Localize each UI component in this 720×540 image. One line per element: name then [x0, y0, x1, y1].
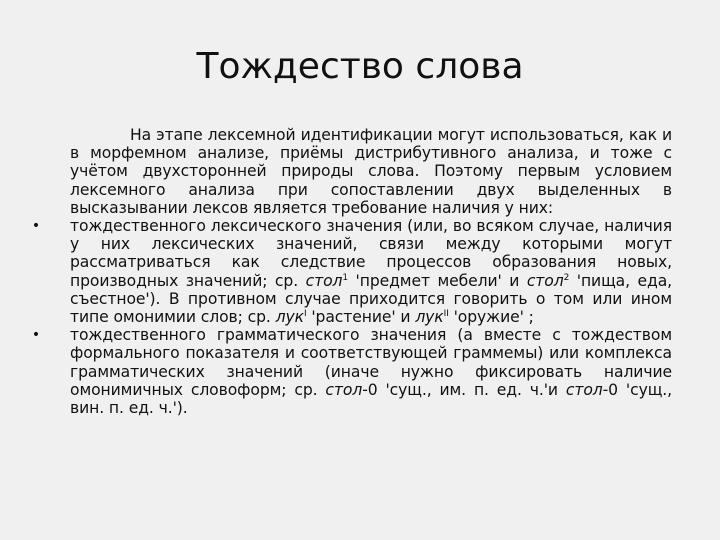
intro-term: дистрибутивного анализа [354, 144, 574, 163]
bullet-marker: • [31, 218, 41, 235]
bullet-grammatical [31, 326, 672, 418]
bullet-text: 'растение' и [306, 308, 416, 327]
bullet-marker: • [31, 327, 41, 344]
bullet-text: тождественного грамматического значения (а вместе с тождеством формального показателя и соответствующей граммемы) или комплекса грамматических значений (иначе нужно фиксировать наличие омонимичных словоформ; ср. [70, 326, 672, 399]
example-word: стол [565, 380, 603, 399]
intro-text-c: , и тоже с учётом двухсторонней природы слова. Поэтому первым условием лексемного анализа при сопоставлении двух выделенных в высказывании лексов является требование наличия у них: [70, 144, 672, 217]
bullet-text: 'оружие' ; [448, 308, 534, 327]
example-index: 2 [563, 272, 570, 283]
slide-title: Тождество слова [196, 46, 524, 87]
intro-text-a: На этапе лексемной идентификации могут использоваться, как и в морфемном анализе, приёмы [70, 126, 672, 163]
bullet-text: тождественного лексического значения (или, во всяком случае, наличия у них лексических значений, связи между которыми могут рассматриваться как следствие процессов образования новых, производных значений; ср. [70, 217, 672, 290]
example-word: стол [305, 271, 343, 290]
example-word: стол [325, 380, 363, 399]
example-index: 1 [342, 272, 349, 283]
intro-paragraph [70, 126, 672, 217]
bullet-text: 'предмет мебели' и [348, 271, 527, 290]
bullet-text: -0 'сущ., им. п. ед. ч.'и [362, 380, 566, 399]
slide-body [31, 126, 673, 418]
example-word: лук [275, 308, 304, 327]
bullet-text: -0 'сущ., вин. п. ед. ч.'). [70, 380, 672, 418]
example-word: лук [415, 308, 444, 327]
example-index: I [303, 309, 307, 320]
example-word: стол [526, 271, 564, 290]
bullet-lexical [31, 217, 673, 327]
bullet-text: 'пища, еда, съестное'). В противном случае приходится говорить о том или ином типе омонимии слов; ср. [70, 271, 673, 327]
example-index: II [443, 309, 449, 320]
